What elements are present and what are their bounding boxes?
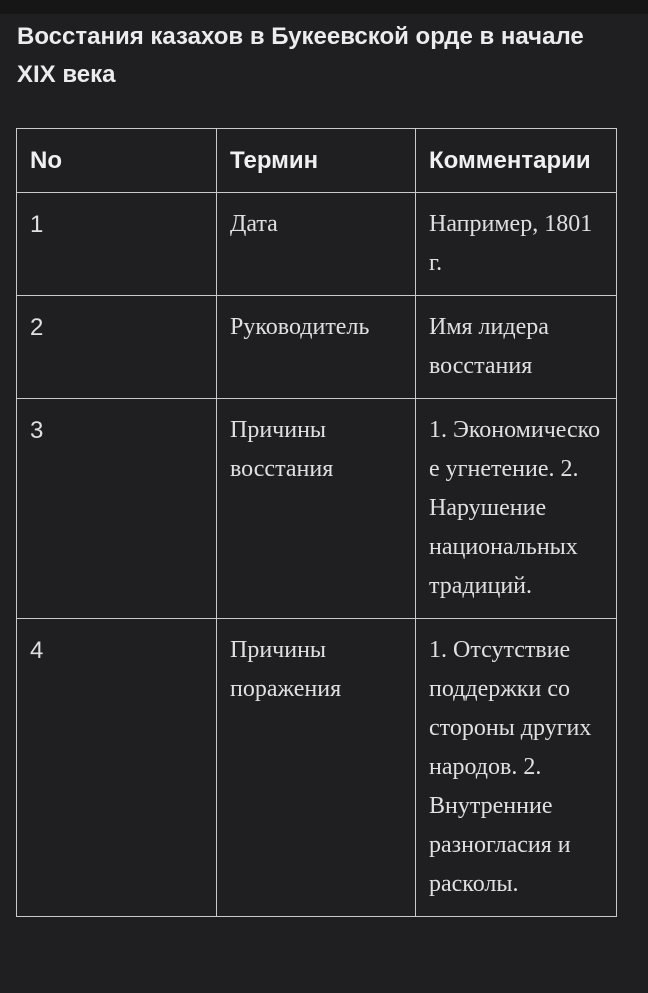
- page-title: Восстания казахов в Букеевской орде в начале XIX века: [17, 23, 584, 88]
- table-row: [17, 399, 617, 619]
- top-bar: [0, 0, 648, 14]
- row-term: Причины поражения: [217, 619, 416, 917]
- table-row: [17, 619, 617, 917]
- header-comments: Комментарии: [416, 129, 617, 193]
- row-comment: Имя лидера восстания: [416, 296, 617, 399]
- row-comment: 1. Экономическо е угнетение. 2. Нарушение национальных традиций.: [416, 399, 617, 619]
- header-term: Термин: [217, 129, 416, 193]
- row-number: 3: [17, 399, 217, 619]
- table-row: [17, 193, 617, 296]
- row-number: 1: [17, 193, 217, 296]
- row-comment: 1. Отсутствие поддержки со стороны других народов. 2. Внутренние разногласия и расколы.: [416, 619, 617, 917]
- header-number: No: [17, 129, 217, 193]
- row-term: Дата: [217, 193, 416, 296]
- row-number: 4: [17, 619, 217, 917]
- row-number: 2: [17, 296, 217, 399]
- table-row: [17, 296, 617, 399]
- table-header-row: [17, 129, 617, 193]
- row-comment: Например, 1801 г.: [416, 193, 617, 296]
- row-term: Руководитель: [217, 296, 416, 399]
- data-table: [16, 128, 617, 917]
- row-term: Причины восстания: [217, 399, 416, 619]
